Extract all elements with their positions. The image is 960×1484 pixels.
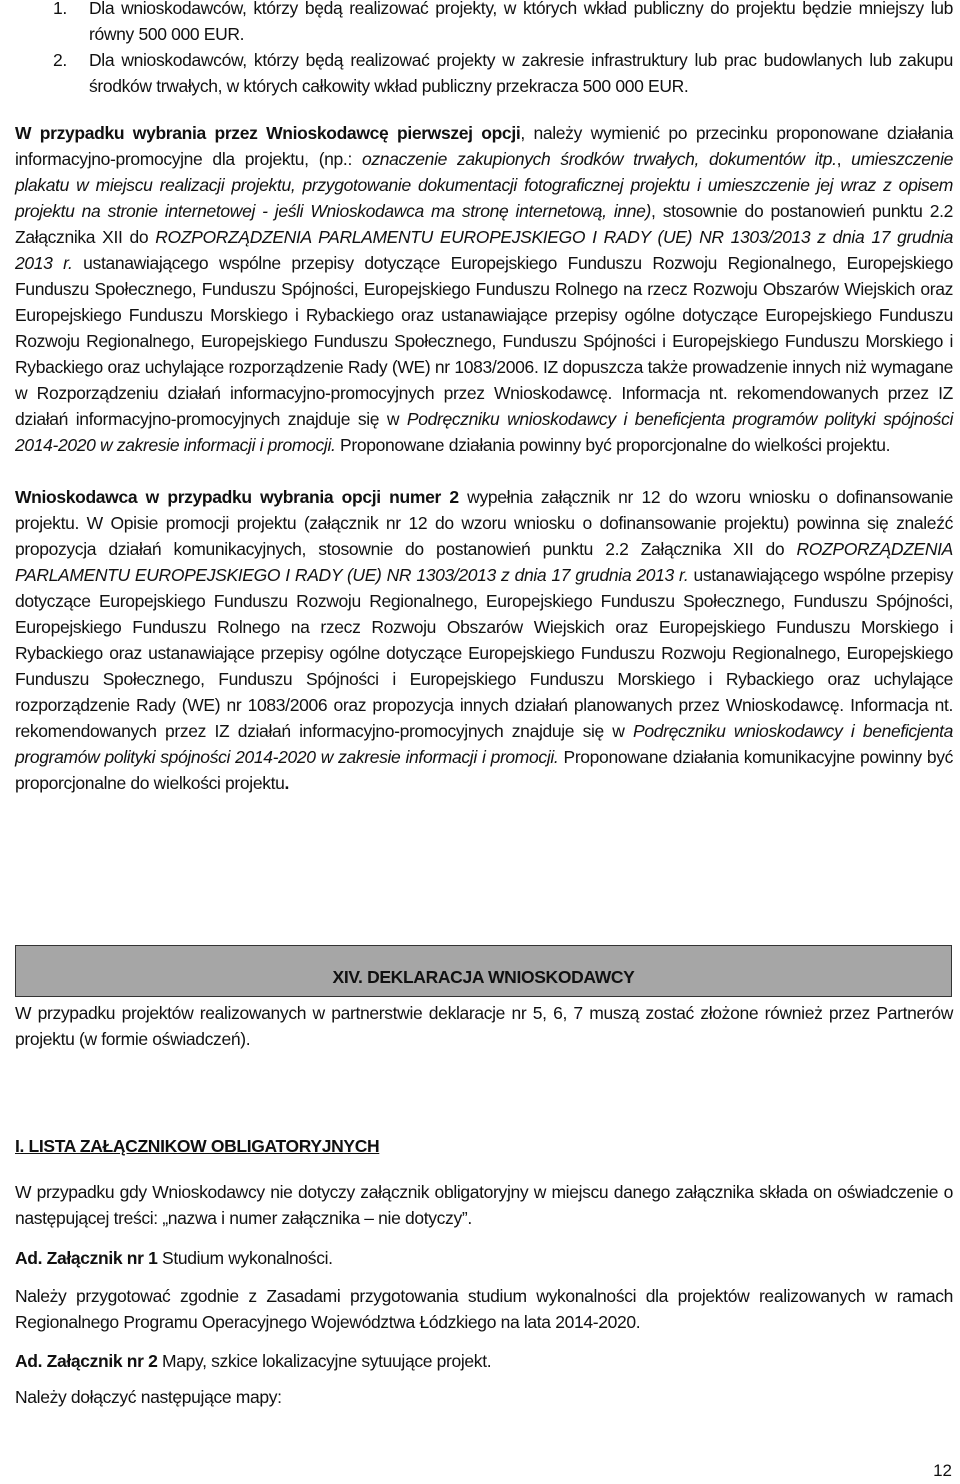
list-item-number: 1. (53, 0, 67, 18)
text-run: Proponowane działania komunikacyjne powinny być proporcjonalne do wielkości projektu (15, 747, 953, 793)
text-run: , (836, 149, 852, 169)
text-run: , stosownie do postanowień punktu 2.2 Załącznika XII do (15, 201, 953, 247)
text-run: wypełnia załącznik nr 12 do wzoru wniosku o dofinansowanie projektu. W Opisie promocji projektu (załącznik nr 12 do wzoru wniosku o dofinansowanie projektu) powinna się znaleźć propozycja działań komunikacyjnych, stosownie do postanowień punktu 2.2 Załącznika XII do (15, 487, 953, 559)
italic-run: umieszczenie plakatu w miejscu realizacji projektu, przygotowanie dokumentacji fotograficznej projektu i umieszczenie jej wraz z opisem projektu na stronie internetowej - jeśli Wnioskodawca ma stronę internetową, inne) (15, 149, 953, 221)
section-xiv-text: W przypadku projektów realizowanych w partnerstwie deklaracje nr 5, 6, 7 muszą zostać złożone również przez Partnerów projektu (w formie oświadczeń). (15, 1003, 953, 1049)
option-two-lead: Wnioskodawca w przypadku wybrania opcji numer 2 (15, 487, 459, 507)
section-i-heading: I. LISTA ZAŁĄCZNIKOW OBLIGATORYJNYCH (15, 1136, 380, 1156)
attachment-2-heading (15, 1348, 953, 1374)
section-xiv-heading (15, 945, 952, 997)
list-item-number: 2. (53, 50, 67, 70)
attachment-2-text: Należy dołączyć następujące mapy: (15, 1387, 282, 1407)
document-page (15, 0, 953, 796)
option-two-paragraph (15, 484, 953, 796)
regulation-title: ROZPORZĄDZENIA PARLAMENTU EUROPEJSKIEGO I RADY (UE) NR 1303/2013 z dnia 17 grudnia 2013 r. (15, 227, 954, 273)
handbook-title: Podręczniku wnioskodawcy i beneficjenta programów polityki spójności 2014-2020 w zakresie informacji i promocji. (15, 721, 953, 767)
list-item-text: Dla wnioskodawców, którzy będą realizować projekty, w których wkład publiczny do projektu będzie mniejszy lub równy 500 000 EUR. (89, 0, 953, 44)
option-one-paragraph (15, 120, 953, 458)
requirement-list (15, 0, 953, 99)
text-run: , należy wymienić po przecinku proponowane działania informacyjno-promocyjne dla projektu, (np.: (15, 123, 953, 169)
text-run: . (284, 773, 290, 793)
option-one-lead: W przypadku wybrania przez Wnioskodawcę pierwszej opcji (15, 123, 521, 143)
text-run: ustanawiającego wspólne przepisy dotyczące Europejskiego Funduszu Rozwoju Regionalnego, Europejskiego Funduszu Społecznego, Funduszu Spójności, Europejskiego Funduszu Rolnego na rzecz Rozwoju Obszarów Wiejskich oraz Europejskiego Funduszu Morskiego i Rybackiego oraz ustanawiające przepisy ogólne dotyczące Europejskiego Funduszu Rozwoju Regionalnego, Europejskiego Funduszu Społecznego, Funduszu Spójności i Europejskiego Funduszu Morskiego i Rybackiego oraz uchylające rozporządzenie Rady (WE) nr 1083/2006. IZ dopuszcza także prowadzenie innych niż wymagane w Rozporządzeniu działań informacyjno-promocyjnych przez Wnioskodawcę. Informacja nt. rekomendowanych przez IZ działań informacyjno-promocyjnych znajduje się w (15, 253, 953, 429)
attachment-2-title: Mapy, szkice lokalizacyjne sytuujące projekt. (157, 1351, 492, 1371)
list-item (15, 0, 953, 47)
italic-run: oznaczenie zakupionych środków trwałych, dokumentów itp. (361, 149, 837, 169)
attachment-1-heading (15, 1245, 953, 1271)
list-item (15, 47, 953, 99)
list-item-text: Dla wnioskodawców, którzy będą realizować projekty w zakresie infrastruktury lub prac budowlanych lub zakupu środków trwałych, w których całkowity wkład publiczny przekracza 500 000 EUR. (89, 50, 953, 96)
attachment-1-title: Studium wykonalności. (157, 1248, 333, 1268)
text-run: ustanawiającego wspólne przepisy dotyczące Europejskiego Funduszu Rozwoju Regionalnego, Europejskiego Funduszu Społecznego, Funduszu Spójności, Europejskiego Funduszu Rolnego na rzecz Rozwoju Obszarów Wiejskich oraz Europejskiego Funduszu Morskiego i Rybackiego oraz ustanawiające przepisy ogólne dotyczące Europejskiego Funduszu Rozwoju Regionalnego, Europejskiego Funduszu Społecznego, Funduszu Spójności i Europejskiego Funduszu Morskiego i Rybackiego oraz uchylające rozporządzenie Rady (WE) nr 1083/2006 oraz propozycja innych działań planowanych przez Wnioskodawcę. Informacja nt. rekomendowanych przez IZ działań informacyjno-promocyjnych znajduje się w (15, 565, 953, 741)
regulation-title: ROZPORZĄDZENIA PARLAMENTU EUROPEJSKIEGO I RADY (UE) NR 1303/2013 z dnia 17 grudnia 2013 r. (15, 539, 953, 585)
section-i-intro: W przypadku gdy Wnioskodawcy nie dotyczy załącznik obligatoryjny w miejscu danego załącznika składa on oświadczenie o następującej treści: „nazwa i numer załącznika – nie dotyczy”. (15, 1182, 953, 1228)
attachment-2-label: Ad. Załącznik nr 2 (15, 1351, 158, 1371)
section-i (15, 1133, 953, 1410)
handbook-title: Podręczniku wnioskodawcy i beneficjenta programów polityki spójności 2014-2020 w zakresie informacji i promocji. (15, 409, 954, 455)
attachment-1-text: Należy przygotować zgodnie z Zasadami przygotowania studium wykonalności dla projektów realizowanych w ramach Regionalnego Programu Operacyjnego Województwa Łódzkiego na lata 2014-2020. (15, 1286, 953, 1332)
section-xiv-title: XIV. DEKLARACJA WNIOSKODAWCY (332, 967, 635, 987)
attachment-1-label: Ad. Załącznik nr 1 (15, 1248, 158, 1268)
section-xiv-body (15, 1000, 953, 1052)
page-number: 12 (933, 1461, 952, 1480)
text-run: Proponowane działania powinny być proporcjonalne do wielkości projektu. (335, 435, 891, 455)
